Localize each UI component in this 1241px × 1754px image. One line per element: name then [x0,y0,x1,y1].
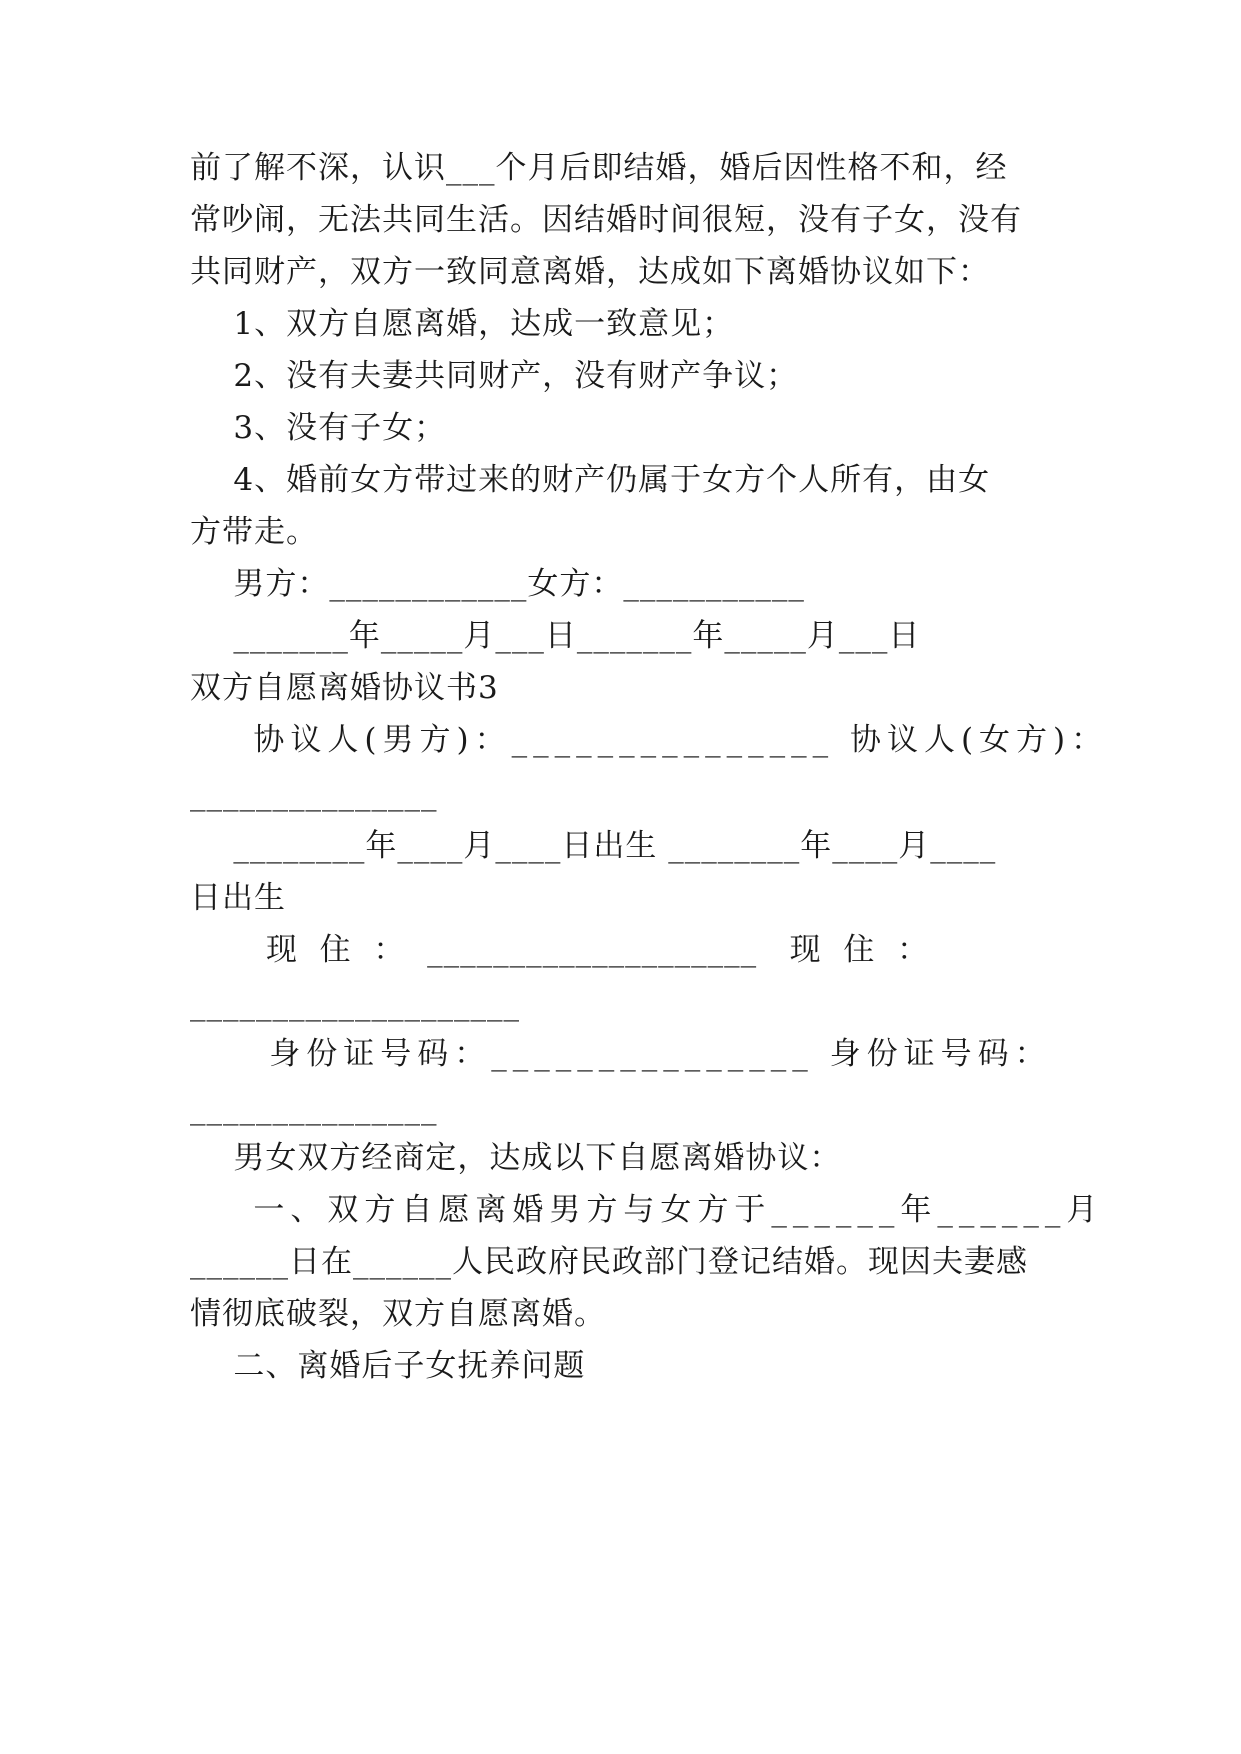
list-item-4-cont: 方带走。 [190,514,318,550]
id-number-line-cont: _______________ [190,1090,438,1126]
address-line-cont: ____________________ [190,986,520,1022]
clause-1: 一、双方自愿离婚男方与女方于______年______月 [190,1192,1104,1228]
list-item-3: 3、没有子女； [190,410,447,446]
list-item-1: 1、双方自愿离婚，达成一致意见； [190,306,735,342]
date-line: _______年_____月___日_______年_____月___日 [190,618,921,654]
birth-line: ________年____月____日出生 ________年____月____ [190,828,997,864]
paragraph-line-1: 前了解不深，认识___个月后即结婚，婚后因性格不和，经 [190,150,1008,186]
section-title: 双方自愿离婚协议书3 [190,670,499,706]
clause-2-heading: 二、离婚后子女抚养问题 [190,1348,586,1384]
agreement-intro: 男女双方经商定，达成以下自愿离婚协议： [190,1140,842,1176]
paragraph-line-2: 常吵闹，无法共同生活。因结婚时间很短，没有子女，没有 [190,202,1022,238]
list-item-4: 4、婚前女方带过来的财产仍属于女方个人所有，由女 [190,462,991,498]
address-line: 现 住 ： ____________________ 现 住 ： [190,932,930,968]
clause-1-cont: ______日在______人民政府民政部门登记结婚。现因夫妻感 [190,1244,1028,1280]
clause-1-cont-2: 情彻底破裂，双方自愿离婚。 [190,1296,606,1332]
party-line-cont: _______________ [190,776,438,812]
party-line: 协议人(男方)：_______________ 协议人(女方)： [190,722,1109,758]
id-number-line: 身份证号码：_______________ 身份证号码： [190,1036,1052,1072]
birth-line-cont: 日出生 [190,880,286,916]
signature-line: 男方：____________女方：___________ [190,566,805,602]
list-item-2: 2、没有夫妻共同财产，没有财产争议； [190,358,799,394]
paragraph-line-3: 共同财产，双方一致同意离婚，达成如下离婚协议如下： [190,254,990,290]
